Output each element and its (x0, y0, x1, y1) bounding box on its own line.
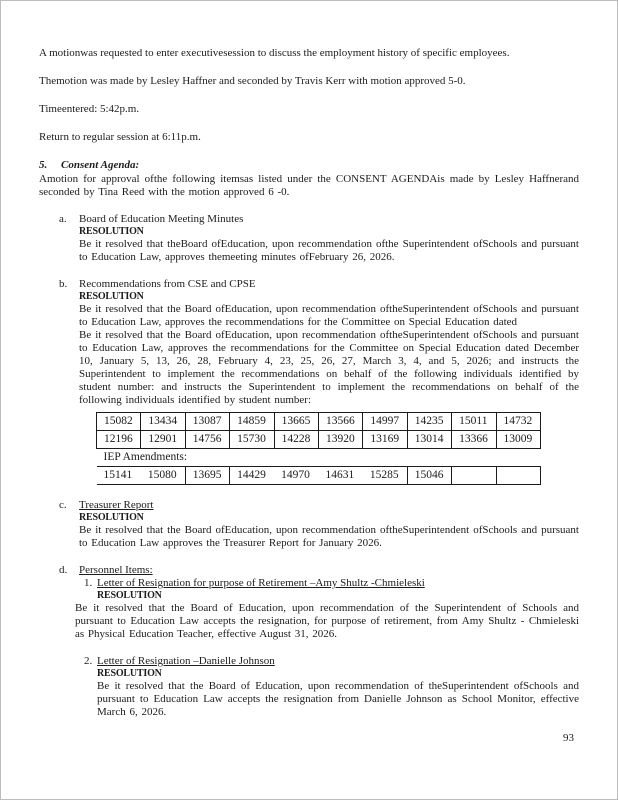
item-b-cse-cpse (39, 278, 579, 485)
student-id-cell: 14631 (318, 467, 362, 485)
section-title: Consent Agenda: (61, 159, 140, 171)
consent-agenda-heading (39, 159, 579, 172)
student-id-cell: 12196 (97, 431, 141, 449)
student-id-cell: 13665 (274, 413, 318, 431)
item-c-treasurer-report (39, 499, 579, 550)
student-id-cell: 13014 (407, 431, 451, 449)
item-b-label: b. (59, 278, 68, 290)
item-c-title: Treasurer Report (79, 499, 154, 511)
student-id-cell: 13920 (318, 431, 362, 449)
subitem-2-resignation-johnson (79, 655, 579, 719)
student-id-cell: 14859 (230, 413, 274, 431)
item-c-body: Be it resolved that the Board ofEducation, upon recommendation oftheSuperintendent ofSchools and pursuant to Education Law approves the Treasurer Report for January 2026. (79, 524, 579, 549)
student-id-cell: 14970 (274, 467, 318, 485)
section-number: 5. (39, 159, 48, 171)
item-b-paragraph-2: Be it resolved that the Board ofEducation, upon recommendation oftheSuperintendent ofSchools and pursuant to Education Law, approves the recommendations for the Committee on Special Education dated December 10, January 5, 13, 26, 28, February 4, 23, 25, 26, 27, March 3, 4, and 5, 2026; and instructs the Superintendent to implement the recommendations on behalf of the following individuals identified by student number: and instructs the Superintendent to implement the recommendations on behalf of the following individuals identified by student number: (79, 329, 579, 406)
item-b-paragraph-1: Be it resolved that the Board ofEducation, upon recommendation oftheSuperintendent ofSchools and pursuant to Education Law, approves the recommendations for the Committee on Special Education dated (79, 303, 579, 328)
student-id-cell: 14228 (274, 431, 318, 449)
item-c-label: c. (59, 499, 67, 511)
student-id-cell: 13695 (185, 467, 229, 485)
student-id-cell: 15082 (97, 413, 141, 431)
student-id-table (96, 412, 541, 485)
resolution-label: RESOLUTION (79, 291, 144, 302)
item-d-label: d. (59, 564, 68, 576)
resolution-label: RESOLUTION (79, 512, 144, 523)
item-a-meeting-minutes (39, 213, 579, 264)
item-d-personnel-items (39, 564, 579, 733)
item-a-label: a. (59, 213, 67, 225)
return-session-paragraph: Return to regular session at 6:11p.m. (39, 131, 201, 143)
student-id-cell-empty (496, 467, 540, 485)
student-id-cell: 15046 (407, 467, 451, 485)
student-id-cell: 14429 (230, 467, 274, 485)
subitem-1-resignation-retirement (75, 577, 579, 641)
resolution-label: RESOLUTION (97, 668, 162, 679)
subitem-2-label: 2. (84, 655, 93, 667)
student-id-cell: 12901 (141, 431, 185, 449)
student-id-cell: 14235 (407, 413, 451, 431)
student-id-cell: 15285 (363, 467, 407, 485)
item-d-title: Personnel Items: (79, 564, 153, 576)
subitem-1-body: Be it resolved that the Board of Education, upon recommendation of the Superintendent of Schools and pursuant to Education Law accepts the resignation, for purpose of retirement, from Amy Shultz - Chmieleski as Physical Education Teacher, effective August 31, 2026. (75, 602, 579, 640)
page-number: 93 (563, 732, 574, 744)
resolution-label: RESOLUTION (97, 590, 162, 601)
subitem-2-body: Be it resolved that the Board of Education, upon recommendation of theSuperintendent ofSchools and pursuant to Education Law accepts the resignation from Danielle Johnson as School Monitor, effective March 6, 2026. (97, 680, 579, 718)
student-id-row-1 (97, 413, 541, 431)
student-id-cell: 13566 (318, 413, 362, 431)
student-id-cell: 13009 (496, 431, 540, 449)
consent-agenda-intro: Amotion for approval ofthe following itemsas listed under the CONSENT AGENDAis made by Lesley Haffnerand seconded by Tina Reed with the motion approved 6 -0. (39, 173, 579, 198)
student-id-cell-empty (452, 467, 496, 485)
resolution-label: RESOLUTION (79, 226, 144, 237)
student-id-cell: 13366 (452, 431, 496, 449)
student-id-cell: 15141 (97, 467, 141, 485)
item-b-title: Recommendations from CSE and CPSE (79, 278, 256, 290)
item-a-title: Board of Education Meeting Minutes (79, 213, 244, 225)
student-id-cell: 15080 (141, 467, 185, 485)
motion-made-paragraph: Themotion was made by Lesley Haffner and seconded by Travis Kerr with motion approved 5-0. (39, 75, 466, 87)
student-id-row-3 (97, 467, 541, 485)
item-a-body: Be it resolved that theBoard ofEducation, upon recommendation ofthe Superintendent ofSchools and pursuant to Education Law, approves themeeting minutes ofFebruary 26, 2026. (79, 238, 579, 263)
student-id-cell: 13087 (185, 413, 229, 431)
student-id-cell: 13169 (363, 431, 407, 449)
subitem-2-title: Letter of Resignation –Danielle Johnson (97, 655, 275, 667)
student-id-cell: 14756 (185, 431, 229, 449)
time-entered-paragraph: Timeentered: 5:42p.m. (39, 103, 140, 115)
student-id-cell: 14732 (496, 413, 540, 431)
executive-session-paragraph: A motionwas requested to enter executivesession to discuss the employment history of specific employees. (39, 47, 510, 59)
student-id-cell: 15730 (230, 431, 274, 449)
student-id-row-2 (97, 431, 541, 449)
student-id-cell: 14997 (363, 413, 407, 431)
iep-amendments-row (97, 449, 541, 467)
subitem-1-title: Letter of Resignation for purpose of Retirement –Amy Shultz -Chmieleski (97, 577, 425, 589)
student-id-cell: 13434 (141, 413, 185, 431)
student-id-cell: 15011 (452, 413, 496, 431)
subitem-1-label: 1. (84, 577, 93, 589)
iep-amendments-cell: IEP Amendments: (103, 451, 188, 463)
